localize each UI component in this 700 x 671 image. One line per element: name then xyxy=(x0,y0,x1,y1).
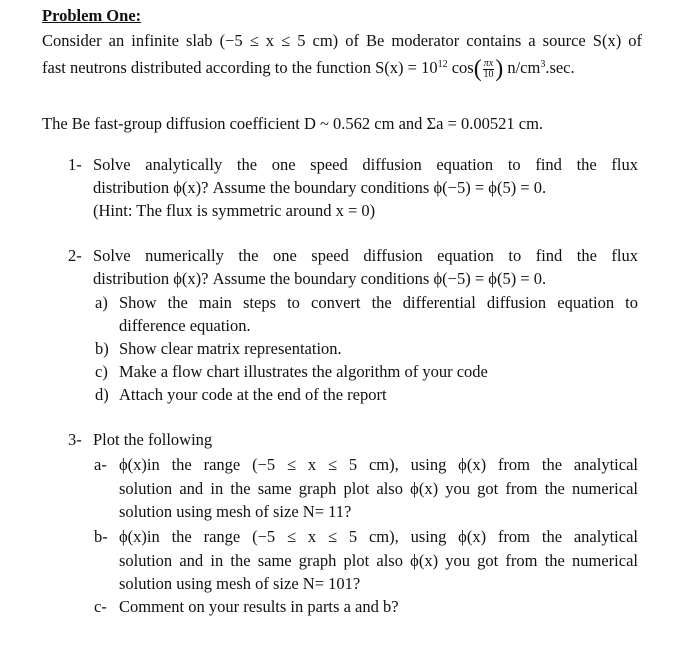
intro-unit-end: .sec. xyxy=(545,58,575,77)
question-2c-label: c) xyxy=(95,362,108,381)
question-2d-label: d) xyxy=(95,385,109,404)
fraction-denominator: 10 xyxy=(483,68,494,80)
question-2-line-2: distribution ϕ(x)? Assume the boundary conditions ϕ(−5) = ϕ(5) = 0. xyxy=(93,269,547,288)
question-2b-label: b) xyxy=(95,339,109,358)
question-2c-line-1: Make a flow chart illustrates the algorithm of your code xyxy=(119,362,488,381)
question-3-number: 3- xyxy=(68,430,82,449)
question-2-number: 2- xyxy=(68,246,82,265)
intro-line-1: Consider an infinite slab (−5 ≤ x ≤ 5 cm) of Be moderator contains a source S(x) of xyxy=(42,31,642,50)
question-3a-label: a- xyxy=(94,455,107,474)
question-3c-label: c- xyxy=(94,597,107,616)
question-3c-line-1: Comment on your results in parts a and b? xyxy=(119,597,399,616)
question-2-line-1: Solve numerically the one speed diffusion equation to find the flux xyxy=(93,246,638,265)
question-3-head: Plot the following xyxy=(93,430,213,449)
question-3a-line-2: solution and in the same graph plot also ϕ(x) you got from the numerical xyxy=(119,479,638,498)
intro-unit-exponent: 3 xyxy=(540,59,546,70)
intro-cos: cos xyxy=(451,58,474,77)
question-3b-line-1: ϕ(x)in the range (−5 ≤ x ≤ 5 cm), using ϕ(x) from the analytical xyxy=(119,527,638,546)
intro-line-2: fast neutrons distributed according to the function $S(x) = 10^{12}$ cos( $\frac{\pi x}{10}$ ) $n/cm^3.\sec$. xyxy=(42,56,575,83)
question-1-line-2: distribution ϕ(x)? Assume the boundary conditions ϕ(−5) = ϕ(5) = 0. xyxy=(93,178,547,197)
question-2b-line-1: Show clear matrix representation. xyxy=(119,339,342,358)
source-fraction xyxy=(483,59,494,80)
question-3a-line-3: solution using mesh of size N= 11? xyxy=(119,502,352,521)
coefficient-line: The Be fast-group diffusion coefficient D ~ 0.562 cm and Σa = 0.00521 cm. xyxy=(42,114,544,133)
question-2d-line-1: Attach your code at the end of the report xyxy=(119,385,387,404)
question-3b-line-3: solution using mesh of size N= 101? xyxy=(119,574,361,593)
question-1-number: 1- xyxy=(68,155,82,174)
question-3b-label: b- xyxy=(94,527,108,546)
question-2a-label: a) xyxy=(95,293,108,312)
intro-exponent: 12 xyxy=(437,59,448,70)
fraction-numerator: πx xyxy=(483,57,494,69)
problem-title: Problem One: xyxy=(42,6,142,25)
question-1-line-3: (Hint: The flux is symmetric around x = 0) xyxy=(93,201,376,220)
question-3b-line-2: solution and in the same graph plot also ϕ(x) you got from the numerical xyxy=(119,551,638,570)
intro-line-2-text: fast neutrons distributed according to the function S(x) = 10 xyxy=(42,58,438,77)
question-2a-line-1: Show the main steps to convert the differential diffusion equation to xyxy=(119,293,638,312)
question-3a-line-1: ϕ(x)in the range (−5 ≤ x ≤ 5 cm), using ϕ(x) from the analytical xyxy=(119,455,638,474)
question-2a-line-2: difference equation. xyxy=(119,316,251,335)
intro-unit: n/cm xyxy=(507,58,541,77)
question-1-line-1: Solve analytically the one speed diffusion equation to find the flux xyxy=(93,155,638,174)
